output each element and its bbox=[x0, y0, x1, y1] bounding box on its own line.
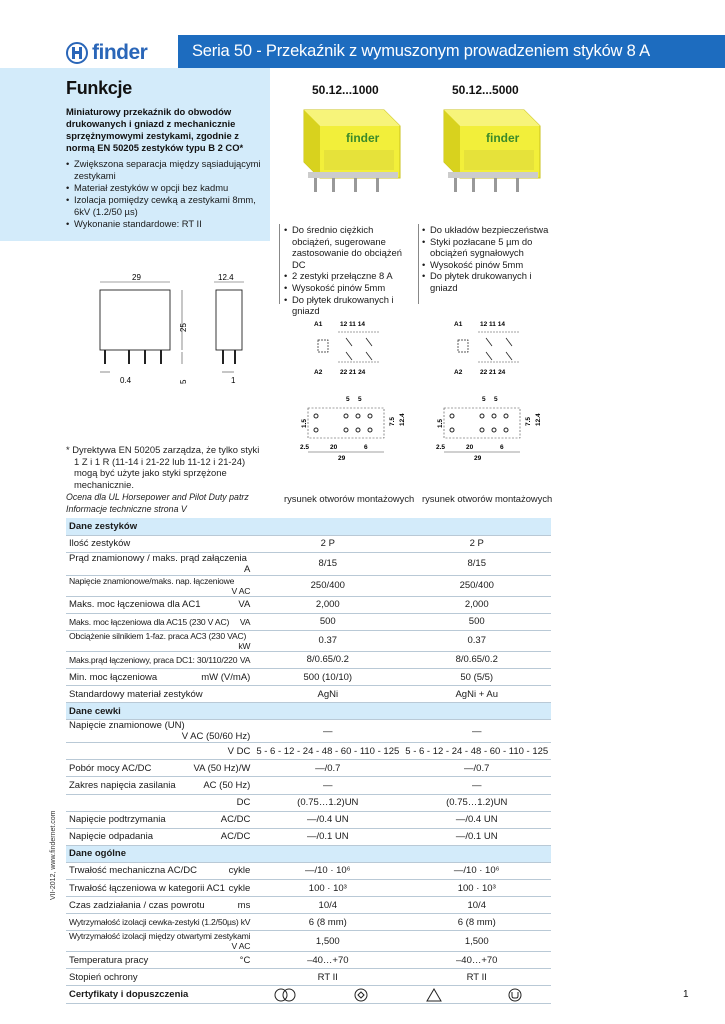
approval-mark-icon bbox=[274, 988, 296, 1002]
footprint-d1-label: 5 bbox=[346, 396, 350, 403]
row-label bbox=[66, 914, 253, 931]
value-model-2: 2,000 bbox=[402, 596, 551, 613]
table-row bbox=[66, 686, 551, 703]
row-label-text: Obciążenie silnikiem 1-faz. praca AC3 (230 VAC) bbox=[69, 630, 247, 641]
row-label bbox=[66, 743, 253, 760]
table-row bbox=[66, 862, 551, 879]
row-label-text: Stopień ochrony bbox=[69, 971, 138, 983]
row-unit: VA bbox=[239, 616, 251, 627]
row-label bbox=[66, 596, 253, 613]
footprint-d1-label: 5 bbox=[482, 396, 486, 403]
row-label bbox=[66, 668, 253, 685]
value-model-2: 8/15 bbox=[402, 552, 551, 575]
value-model-2: AgNi + Au bbox=[402, 686, 551, 703]
table-row bbox=[66, 760, 551, 777]
schematic-a1-label: A1 bbox=[454, 321, 463, 328]
row-label bbox=[66, 552, 253, 575]
table-row bbox=[66, 535, 551, 552]
schematic-a2-label: A2 bbox=[454, 369, 463, 376]
table-row bbox=[66, 794, 551, 811]
value-model-2: —/10 · 10⁶ bbox=[402, 862, 551, 879]
model-1-title: 50.12...1000 bbox=[312, 83, 379, 97]
row-label-text: Wytrzymałość izolacji cewka-zestyki (1.2/50µs) bbox=[69, 917, 239, 928]
value-model-1: 1,500 bbox=[253, 931, 402, 952]
table-row bbox=[66, 552, 551, 575]
ocena-line: Informacje techniczne strona V bbox=[66, 503, 187, 514]
table-section-header bbox=[66, 518, 551, 535]
row-label bbox=[66, 686, 253, 703]
table-row bbox=[66, 743, 551, 760]
footprint-v2-label: 12.4 bbox=[535, 413, 542, 426]
row-label-text: Zakres napięcia zasilania bbox=[69, 779, 176, 791]
value-model-2: 0.37 bbox=[402, 630, 551, 651]
model-1-bullet: • Wysokość pinów 5mm bbox=[284, 282, 416, 294]
value-model-1: 5 - 6 - 12 - 24 - 48 - 60 - 110 - 125 bbox=[253, 743, 402, 760]
row-unit: VA (50 Hz)/W bbox=[193, 762, 251, 774]
row-label-text: Napięcie odpadania bbox=[69, 831, 153, 843]
value-model-2: 5 - 6 - 12 - 24 - 48 - 60 - 110 - 125 bbox=[402, 743, 551, 760]
value-model-1: — bbox=[253, 777, 402, 794]
row-label bbox=[66, 794, 253, 811]
row-unit: VA bbox=[239, 654, 251, 665]
functions-bullet: • Materiał zestyków w opcji bez kadmu bbox=[66, 182, 270, 194]
wiring-schematic-2 bbox=[452, 318, 542, 378]
finder-logo-icon bbox=[66, 42, 88, 64]
model-1-bullet: • Do średnio ciężkich obciążeń, sugerowane zastosowanie do obciążeń DC bbox=[284, 224, 416, 270]
schematic-a2-label: A2 bbox=[314, 369, 323, 376]
value-model-2: — bbox=[402, 777, 551, 794]
section-title: Dane ogólne bbox=[66, 845, 551, 862]
row-label bbox=[66, 575, 253, 596]
footnote-line: * Dyrektywa EN 50205 zarządza, że tylko styki bbox=[66, 444, 260, 455]
certification-marks bbox=[253, 986, 551, 1003]
row-unit: AC/DC bbox=[220, 831, 251, 843]
functions-bullet: • Izolacja pomiędzy cewką a zestykami 8mm, 6kV (1.2/50 µs) bbox=[66, 194, 270, 218]
row-label bbox=[66, 760, 253, 777]
value-model-1: 10/4 bbox=[253, 897, 402, 914]
row-label bbox=[66, 630, 253, 651]
row-label bbox=[66, 811, 253, 828]
warning-triangle-icon bbox=[426, 988, 442, 1002]
page-number: 1 bbox=[683, 989, 689, 1000]
table-row bbox=[66, 777, 551, 794]
row-unit: VA bbox=[238, 599, 251, 611]
edition-sidebar-text: VII-2012, www.findernet.com bbox=[50, 810, 57, 900]
row-label-text: Trwałość łączeniowa w kategorii AC1 bbox=[69, 882, 225, 894]
dim-pin-length-label: 5 bbox=[179, 379, 188, 384]
functions-description: Miniaturowy przekaźnik do obwodów drukowanych i gniazd z mechanicznie sprzężnymowymi zestykami, zgodnie z normą EN 50205 zestyków typu B 2 CO* bbox=[66, 106, 244, 153]
mounting-holes-caption-1: rysunek otworów montażowych bbox=[284, 493, 415, 504]
table-row bbox=[66, 720, 551, 743]
row-unit: °C bbox=[239, 954, 251, 966]
row-label bbox=[66, 613, 253, 630]
table-section-header bbox=[66, 845, 551, 862]
certifications-row bbox=[66, 986, 551, 1003]
value-model-1: 8/15 bbox=[253, 552, 402, 575]
table-row bbox=[66, 630, 551, 651]
model-2-bullet: • Do układów bezpieczeństwa bbox=[422, 224, 554, 236]
model-2-bullet-list bbox=[422, 224, 554, 294]
row-label bbox=[66, 535, 253, 552]
wiring-schematic-1 bbox=[312, 318, 402, 378]
row-label-text: Temperatura pracy bbox=[69, 954, 149, 966]
row-unit: V AC bbox=[231, 941, 251, 952]
table-row bbox=[66, 931, 551, 952]
row-label bbox=[66, 931, 253, 952]
value-model-1: 2 P bbox=[253, 535, 402, 552]
footnote-line: mogą być użyte jako styki sprzężone bbox=[74, 467, 227, 479]
footprint-mid-label: 20 bbox=[330, 444, 338, 451]
table-section-header bbox=[66, 703, 551, 720]
logo-text: finder bbox=[92, 41, 148, 64]
ocena-line: Ocena dla UL Horsepower and Pilot Duty patrz bbox=[66, 492, 249, 502]
footnote-line: mechanicznie. bbox=[74, 478, 134, 490]
certifications-label: Certyfikaty i dopuszczenia bbox=[66, 986, 253, 1003]
footprint-mid-label: 20 bbox=[466, 444, 474, 451]
footprint-right-label: 6 bbox=[364, 444, 368, 451]
table-row bbox=[66, 828, 551, 845]
value-model-1: —/0.1 UN bbox=[253, 828, 402, 845]
row-unit: ms bbox=[237, 899, 251, 911]
row-label bbox=[66, 897, 253, 914]
row-label-text: Standardowy materiał zestyków bbox=[69, 688, 203, 700]
schematic-bottom-pins-label: 22 21 24 bbox=[340, 369, 366, 376]
row-unit: mW (V/mA) bbox=[201, 671, 251, 683]
value-model-1: RT II bbox=[253, 969, 402, 986]
table-row bbox=[66, 811, 551, 828]
row-label bbox=[66, 651, 253, 668]
pcb-footprint-2 bbox=[432, 394, 542, 466]
table-row bbox=[66, 880, 551, 897]
value-model-1: –40…+70 bbox=[253, 952, 402, 969]
column-divider bbox=[418, 224, 419, 304]
footprint-total-label: 29 bbox=[338, 455, 346, 462]
footprint-v1-label: 7.5 bbox=[525, 416, 532, 426]
value-model-1: 0.37 bbox=[253, 630, 402, 651]
value-model-2: 8/0.65/0.2 bbox=[402, 651, 551, 668]
svg-text:finder: finder bbox=[346, 131, 380, 145]
finder-logo bbox=[66, 38, 176, 68]
value-model-2: 250/400 bbox=[402, 575, 551, 596]
table-row bbox=[66, 668, 551, 685]
value-model-1: —/0.4 UN bbox=[253, 811, 402, 828]
functions-heading: Funkcje bbox=[66, 78, 132, 98]
footprint-d2-label: 5 bbox=[494, 396, 498, 403]
value-model-2: —/0.7 bbox=[402, 760, 551, 777]
model-1-bullet-list bbox=[284, 224, 416, 317]
table-row bbox=[66, 952, 551, 969]
page-header bbox=[0, 0, 725, 68]
cul-us-mark-icon bbox=[500, 988, 530, 1002]
value-model-1: 2,000 bbox=[253, 596, 402, 613]
row-unit: kV bbox=[240, 917, 251, 928]
value-model-1: 500 bbox=[253, 613, 402, 630]
table-row bbox=[66, 897, 551, 914]
row-unit: cykle bbox=[228, 882, 251, 894]
row-label-text: Napięcie znamionowe (UN) bbox=[69, 720, 185, 732]
row-label bbox=[66, 952, 253, 969]
functions-bullet-list bbox=[66, 158, 270, 230]
value-model-2: —/0.1 UN bbox=[402, 828, 551, 845]
value-model-2: 1,500 bbox=[402, 931, 551, 952]
section-title: Dane zestyków bbox=[66, 518, 551, 535]
footnote-line: 1 Z i 1 R (11-14 i 21-22 lub 11-12 i 21-24) bbox=[74, 455, 246, 467]
value-model-2: 2 P bbox=[402, 535, 551, 552]
specifications-table bbox=[66, 518, 551, 1004]
model-1-bullet: • Do płytek drukowanych i gniazd bbox=[284, 294, 416, 317]
value-model-2: –40…+70 bbox=[402, 952, 551, 969]
row-label-text: Maks.prąd łączeniowy, praca DC1: 30/110/220 bbox=[69, 654, 238, 665]
row-label bbox=[66, 862, 253, 879]
footprint-v2-label: 12.4 bbox=[399, 413, 406, 426]
value-model-1: 6 (8 mm) bbox=[253, 914, 402, 931]
row-label-text: Prąd znamionowy / maks. prąd załączenia bbox=[69, 552, 247, 564]
value-model-1: (0.75…1.2)UN bbox=[253, 794, 402, 811]
svg-text:finder: finder bbox=[486, 131, 520, 145]
relay-dimension-drawing bbox=[86, 272, 256, 392]
footprint-v1-label: 7.5 bbox=[389, 416, 396, 426]
value-model-2: (0.75…1.2)UN bbox=[402, 794, 551, 811]
value-model-2: 10/4 bbox=[402, 897, 551, 914]
row-unit: cykle bbox=[228, 865, 251, 877]
functions-bullet: • Zwiększona separacja między sąsiadującymi zestykami bbox=[66, 158, 270, 182]
table-row bbox=[66, 613, 551, 630]
value-model-1: —/10 · 10⁶ bbox=[253, 862, 402, 879]
mounting-holes-caption-2: rysunek otworów montażowych bbox=[422, 493, 553, 504]
row-unit: AC (50 Hz) bbox=[203, 779, 251, 791]
row-label-text: Wytrzymałość izolacji między otwartymi zestykami bbox=[69, 931, 251, 942]
model-2-title: 50.12...5000 bbox=[452, 83, 519, 97]
row-unit: kW bbox=[238, 640, 251, 651]
table-row bbox=[66, 651, 551, 668]
row-label bbox=[66, 880, 253, 897]
value-model-2: —/0.4 UN bbox=[402, 811, 551, 828]
table-row bbox=[66, 596, 551, 613]
row-label-text: Czas zadziałania / czas powrotu bbox=[69, 899, 205, 911]
ul-rating-note bbox=[66, 492, 276, 515]
row-label-text: Trwałość mechaniczna AC/DC bbox=[69, 865, 197, 877]
lloyds-mark-icon bbox=[354, 988, 368, 1002]
table-row bbox=[66, 914, 551, 931]
value-model-2: 100 · 10³ bbox=[402, 880, 551, 897]
value-model-2: 50 (5/5) bbox=[402, 668, 551, 685]
row-label-text: Pobór mocy AC/DC bbox=[69, 762, 152, 774]
row-label bbox=[66, 828, 253, 845]
dim-depth-label: 12.4 bbox=[218, 273, 234, 282]
footprint-left2-label: 2.5 bbox=[436, 444, 446, 451]
row-unit: DC bbox=[236, 797, 251, 809]
section-title: Dane cewki bbox=[66, 703, 551, 720]
model-1-bullet: • 2 zestyki przełączne 8 A bbox=[284, 270, 416, 282]
functions-bullet: • Wykonanie standardowe: RT II bbox=[66, 218, 270, 230]
table-row bbox=[66, 969, 551, 986]
footprint-right-label: 6 bbox=[500, 444, 504, 451]
row-label bbox=[66, 720, 253, 743]
value-model-1: 500 (10/10) bbox=[253, 668, 402, 685]
row-unit: A bbox=[243, 563, 251, 575]
row-label-text: Maks. moc łączeniowa dla AC1 bbox=[69, 599, 201, 611]
schematic-top-pins-label: 12 11 14 bbox=[480, 321, 505, 328]
value-model-2: — bbox=[402, 720, 551, 743]
value-model-1: AgNi bbox=[253, 686, 402, 703]
dim-height-label: 25 bbox=[179, 323, 188, 332]
row-unit: AC/DC bbox=[220, 814, 251, 826]
footprint-total-label: 29 bbox=[474, 455, 482, 462]
dim-pin-width-label: 0.4 bbox=[120, 376, 132, 385]
row-label-text: Min. moc łączeniowa bbox=[69, 671, 158, 683]
dim-width-label: 29 bbox=[132, 273, 141, 282]
footprint-d2-label: 5 bbox=[358, 396, 362, 403]
model-2-bullet: • Styki pozłacane 5 µm do obciążeń sygnałowych bbox=[422, 236, 554, 259]
row-label-text: Napięcie znamionowe/maks. nap. łączeniowe bbox=[69, 575, 235, 586]
row-label-text: Ilość zestyków bbox=[69, 538, 131, 550]
row-unit: V DC bbox=[227, 745, 251, 757]
value-model-1: 8/0.65/0.2 bbox=[253, 651, 402, 668]
series-title: Seria 50 - Przekaźnik z wymuszonym prowadzeniem styków 8 A bbox=[178, 35, 725, 68]
value-model-2: RT II bbox=[402, 969, 551, 986]
row-unit: V AC (50/60 Hz) bbox=[181, 731, 251, 743]
model-2-bullet: • Do płytek drukowanych i gniazd bbox=[422, 270, 554, 293]
directive-footnote bbox=[66, 444, 276, 490]
schematic-bottom-pins-label: 22 21 24 bbox=[480, 369, 506, 376]
row-unit: V AC bbox=[231, 585, 251, 596]
value-model-2: 6 (8 mm) bbox=[402, 914, 551, 931]
schematic-top-pins-label: 12 11 14 bbox=[340, 321, 365, 328]
row-label-text: Napięcie podtrzymania bbox=[69, 814, 166, 826]
value-model-2: 500 bbox=[402, 613, 551, 630]
value-model-1: 100 · 10³ bbox=[253, 880, 402, 897]
value-model-1: 250/400 bbox=[253, 575, 402, 596]
relay-product-image-1 bbox=[284, 100, 410, 196]
pcb-footprint-1 bbox=[296, 394, 406, 466]
model-2-bullet: • Wysokość pinów 5mm bbox=[422, 259, 554, 271]
row-label bbox=[66, 969, 253, 986]
dim-pin-thickness-label: 1 bbox=[231, 376, 236, 385]
column-divider bbox=[279, 224, 280, 304]
value-model-1: — bbox=[253, 720, 402, 743]
footprint-left1-label: 1.5 bbox=[301, 418, 308, 428]
row-label-text: Maks. moc łączeniowa dla AC15 (230 V AC) bbox=[69, 616, 230, 627]
relay-product-image-2 bbox=[424, 100, 550, 196]
schematic-a1-label: A1 bbox=[314, 321, 323, 328]
table-row bbox=[66, 575, 551, 596]
value-model-1: —/0.7 bbox=[253, 760, 402, 777]
footprint-left2-label: 2.5 bbox=[300, 444, 310, 451]
footprint-left1-label: 1.5 bbox=[437, 418, 444, 428]
row-label bbox=[66, 777, 253, 794]
